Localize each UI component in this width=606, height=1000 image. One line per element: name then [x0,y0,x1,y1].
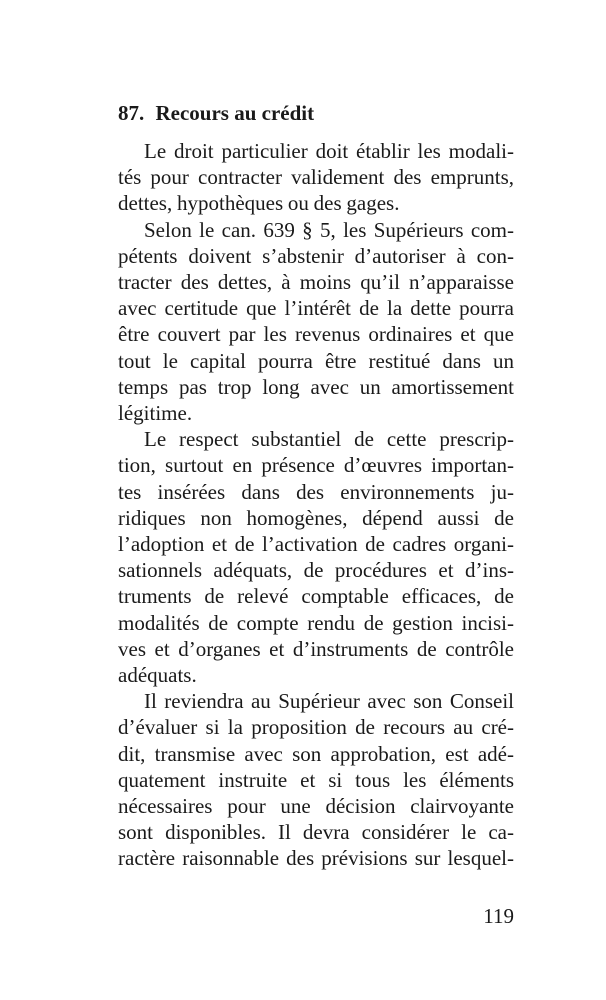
text-line: tés pour contracter validement des emprunts, [118,165,514,190]
text-line: pétents doivent s’abstenir d’autoriser à con- [118,243,514,268]
text-line: temps pas trop long avec un amortissement [118,374,514,399]
text-line: être couvert par les revenus ordinaires et que [118,322,514,347]
text-line: modalités de compte rendu de gestion incisi- [118,610,514,635]
paragraph [92,688,514,871]
text-line: tout le capital pourra être restitué dans un [118,348,514,373]
text-line: ractère raisonnable des prévisions sur lesquel- [118,846,514,871]
paragraph [92,426,514,688]
text-line: sationnels adéquats, de procédures et d’ins- [118,558,514,583]
section-heading [92,100,514,126]
text-line: tracter des dettes, à moins qu’il n’apparaisse [118,270,514,295]
text-line: l’adoption et de l’activation de cadres organi- [118,532,514,557]
page-number: 119 [483,904,514,928]
text-line: ridiques non homogènes, dépend aussi de [118,505,514,530]
text-line: tion, surtout en présence d’œuvres importan- [118,453,514,478]
text-line: Il reviendra au Supérieur avec son Conseil [144,689,514,714]
text-line: dettes, hypothèques ou des gages. [118,191,400,216]
text-line: nécessaires pour une décision clairvoyante [118,794,514,819]
text-line: tes insérées dans des environnements ju- [118,479,514,504]
text-line: dit, transmise avec son approbation, est adé- [118,741,514,766]
section-title: Recours au crédit [155,101,315,125]
text-line: truments de relevé comptable efficaces, de [118,584,514,609]
text-line: sont disponibles. Il devra considérer le ca- [118,820,514,845]
text-line: quatement instruite et si tous les éléments [118,767,514,792]
paragraph [92,217,514,427]
section-number: 87. [118,101,145,125]
text-line: avec certitude que l’intérêt de la dette pourra [118,296,514,321]
paragraph [92,138,514,217]
text-line: d’évaluer si la proposition de recours au cré- [118,715,514,740]
text-line: Selon le can. 639 § 5, les Supérieurs com- [144,217,514,242]
body-text [92,138,514,872]
text-line: légitime. [118,401,193,426]
text-line: Le respect substantiel de cette prescrip- [144,427,514,452]
text-line: adéquats. [118,663,197,688]
text-line: ves et d’organes et d’instruments de contrôle [118,636,514,661]
text-line: Le droit particulier doit établir les modali- [144,139,514,163]
